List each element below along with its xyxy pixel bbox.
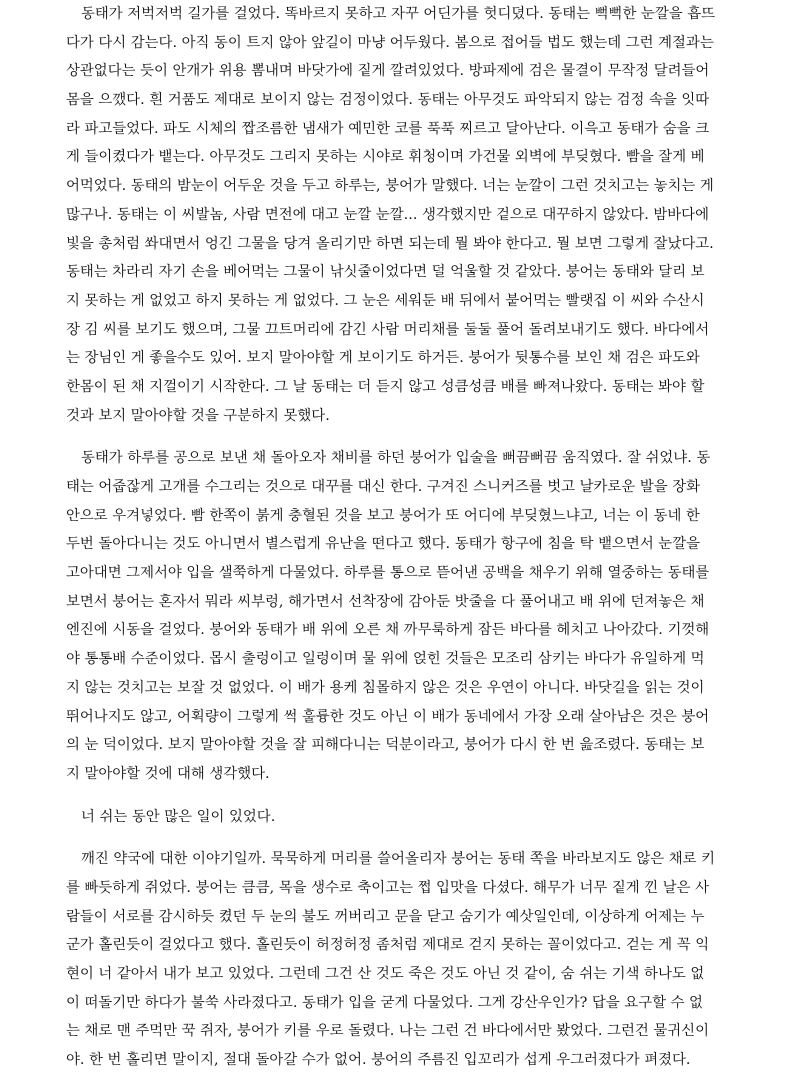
text-line: 빛을 총처럼 쏴대면서 엉긴 그물을 당겨 올리기만 하면 되는데 뭘 봐야 한다고. 뭘 보면 그렇게 잘났다고. bbox=[66, 235, 714, 252]
text-line: 장 김 씨를 보기도 했으며, 그물 끄트머리에 감긴 사람 머리채를 둘둘 풀어 돌려보내기도 했다. 바다에서 bbox=[66, 321, 710, 338]
paragraph bbox=[66, 444, 762, 788]
paragraph bbox=[66, 845, 762, 1075]
text-line: 를 빠듯하게 쥐었다. 붕어는 큼큼, 목을 생수로 축이고는 쩝 입맛을 다셨다. 해무가 너무 짙게 낀 날은 사 bbox=[66, 879, 709, 896]
paragraph-gap bbox=[66, 430, 762, 444]
text-line: 뛰어나지도 않고, 어획량이 그렇게 썩 훌륭한 것도 아닌 이 배가 동네에서 가장 오래 살아남은 것은 붕어 bbox=[66, 708, 710, 725]
text-line: 야. 한 번 홀리면 말이지, 절대 돌아갈 수가 없어. 붕어의 주름진 입꼬리가 섭게 우그러졌다가 펴졌다. bbox=[66, 1052, 691, 1069]
paragraph-gap bbox=[66, 831, 762, 845]
text-line: 람들이 서로를 감시하듯 켰던 두 눈의 불도 꺼버리고 문을 닫고 숨기가 예삿일인데, 이상하게 어제는 누 bbox=[66, 908, 705, 925]
text-line: 많구나. 동태는 이 씨발놈, 사람 면전에 대고 눈깔 눈깔... 생각했지만 겉으로 대꾸하지 않았다. 밤바다에 bbox=[66, 206, 709, 223]
text-line: 너 쉬는 동안 많은 일이 있었다. bbox=[81, 808, 276, 825]
text-line: 상관없다는 듯이 안개가 위용 뽐내며 바닷가에 짙게 깔려있었다. 방파제에 검은 물결이 무작정 달려들어 bbox=[66, 63, 710, 80]
text-line: 지 못하는 게 없었고 하지 못하는 게 없었다. 그 눈은 세워둔 배 뒤에서 붙어먹는 빨랫집 이 씨와 수산시 bbox=[66, 292, 705, 309]
text-line: 다가 다시 감는다. 아직 동이 트지 않아 앞길이 마냥 어두웠다. 봄으로 접어들 법도 했는데 그런 계절과는 bbox=[66, 34, 714, 51]
text-line: 는 장님인 게 좋을수도 있어. 보지 말아야할 게 보이기도 하거든. 붕어가 뒷통수를 보인 채 검은 파도와 bbox=[66, 350, 700, 367]
text-line: 어먹었다. 동태의 밤눈이 어두운 것을 두고 하루는, 붕어가 말했다. 너는 눈깔이 그런 것치고는 놓치는 게 bbox=[66, 178, 714, 195]
text-line: 것과 보지 말아야할 것을 구분하지 못했다. bbox=[66, 407, 330, 424]
text-line: 지 말아야할 것에 대해 생각했다. bbox=[66, 765, 270, 782]
text-line: 엔진에 시동을 걸었다. 붕어와 동태가 배 위에 오른 채 까무룩하게 잠든 바다를 헤치고 나아갔다. 기껏해 bbox=[66, 622, 710, 639]
text-line: 고아대면 그제서야 입을 샐쭉하게 다물었다. 하루를 통으로 뜯어낸 공백을 채우기 위해 열중하는 동태를 bbox=[66, 565, 710, 582]
text-line: 깨진 약국에 대한 이야기일까. 묵묵하게 머리를 쓸어올리자 붕어는 동태 쪽을 바라보지도 않은 채로 키 bbox=[81, 851, 715, 868]
text-line: 몸을 으깼다. 흰 거품도 제대로 보이지 않는 검정이었다. 동태는 아무것도 파악되지 않는 검정 속을 잇따 bbox=[66, 92, 710, 109]
text-line: 지 않는 것치고는 보잘 것 없었다. 이 배가 용케 침몰하지 않은 것은 우연이 아니다. 바닷길을 읽는 것이 bbox=[66, 679, 705, 696]
paragraph bbox=[66, 803, 762, 832]
text-line: 동태가 저벅저벅 길가를 걸었다. 똑바르지 못하고 자꾸 어딘가를 헛디뎠다. 동태는 뻑뻑한 눈깔을 흡뜨 bbox=[81, 6, 715, 22]
text-line: 동태는 차라리 자기 손을 베어먹는 그물이 낚싯줄이었다면 덜 억울할 것 같았다. 붕어는 동태와 달리 보 bbox=[66, 264, 705, 281]
text-line: 라 파고들었다. 파도 시체의 짭조름한 냄새가 예민한 코를 푹푹 찌르고 달아난다. 이윽고 동태가 숨을 크 bbox=[66, 120, 710, 137]
text-line: 군가 홀린듯이 걸었다고 했다. 홀린듯이 허정허정 좀처럼 제대로 걷지 못하는 꼴이었다고. 걷는 게 꼭 익 bbox=[66, 937, 710, 954]
text-line: 야 통통배 수준이었다. 몹시 출렁이고 일렁이며 물 위에 얹힌 것들은 모조리 삼키는 바다가 유일하게 먹 bbox=[66, 651, 705, 668]
text-line: 안으로 우겨넣었다. 빰 한쪽이 붉게 충혈된 것을 보고 붕어가 또 어디에 부딪혔느냐고, 너는 이 동네 한 bbox=[66, 507, 700, 524]
text-line: 는 채로 맨 주먹만 꾹 쥐자, 붕어가 키를 우로 돌렸다. 나는 그런 건 바다에서만 봤었다. 그런건 물귀신이 bbox=[66, 1023, 709, 1040]
text-line: 현이 너 같아서 내가 보고 있었다. 그런데 그건 산 것도 죽은 것도 아닌 것 같이, 숨 쉬는 기색 하나도 없 bbox=[66, 966, 705, 982]
paragraph-gap bbox=[66, 789, 762, 803]
text-line: 한몸이 된 채 지껄이기 시작한다. 그 날 동태는 더 듣지 않고 성큼성큼 배를 빠져나왔다. 동태는 봐야 할 bbox=[66, 378, 705, 395]
text-line: 두번 돌아다니는 것도 아니면서 별스럽게 유난을 떤다고 했다. 동태가 항구에 침을 탁 뱉으면서 눈깔을 bbox=[66, 536, 700, 553]
text-line: 게 들이켰다가 뱉는다. 아무것도 그리지 못하는 시야로 휘청이며 가건물 외벽에 부딪혔다. 빰을 잘게 베 bbox=[66, 149, 705, 166]
paragraph bbox=[66, 0, 762, 430]
text-line: 보면서 붕어는 혼자서 뭐라 씨부렁, 해가면서 선착장에 감아둔 밧줄을 다 풀어내고 배 위에 던져놓은 채 bbox=[66, 593, 705, 610]
text-line: 태는 어줍잖게 고개를 수그리는 것으로 대꾸를 대신 한다. 구겨진 스니커즈를 벗고 날카로운 발을 장화 bbox=[66, 479, 700, 495]
text-line: 의 눈 덕이었다. 보지 말아야할 것을 잘 피해다니는 덕분이라고, 붕어가 다시 한 번 읊조렸다. 동태는 보 bbox=[66, 737, 705, 754]
text-line: 이 떠돌기만 하다가 불쑥 사라졌다고. 동태가 입을 굳게 다물었다. 그게 강산우인가? 답을 요구할 수 없 bbox=[66, 994, 703, 1011]
text-line: 동태가 하루를 공으로 보낸 채 돌아오자 채비를 하던 붕어가 입술을 뻐끔뻐끔 움직였다. 잘 쉬었냐. 동 bbox=[81, 450, 711, 467]
